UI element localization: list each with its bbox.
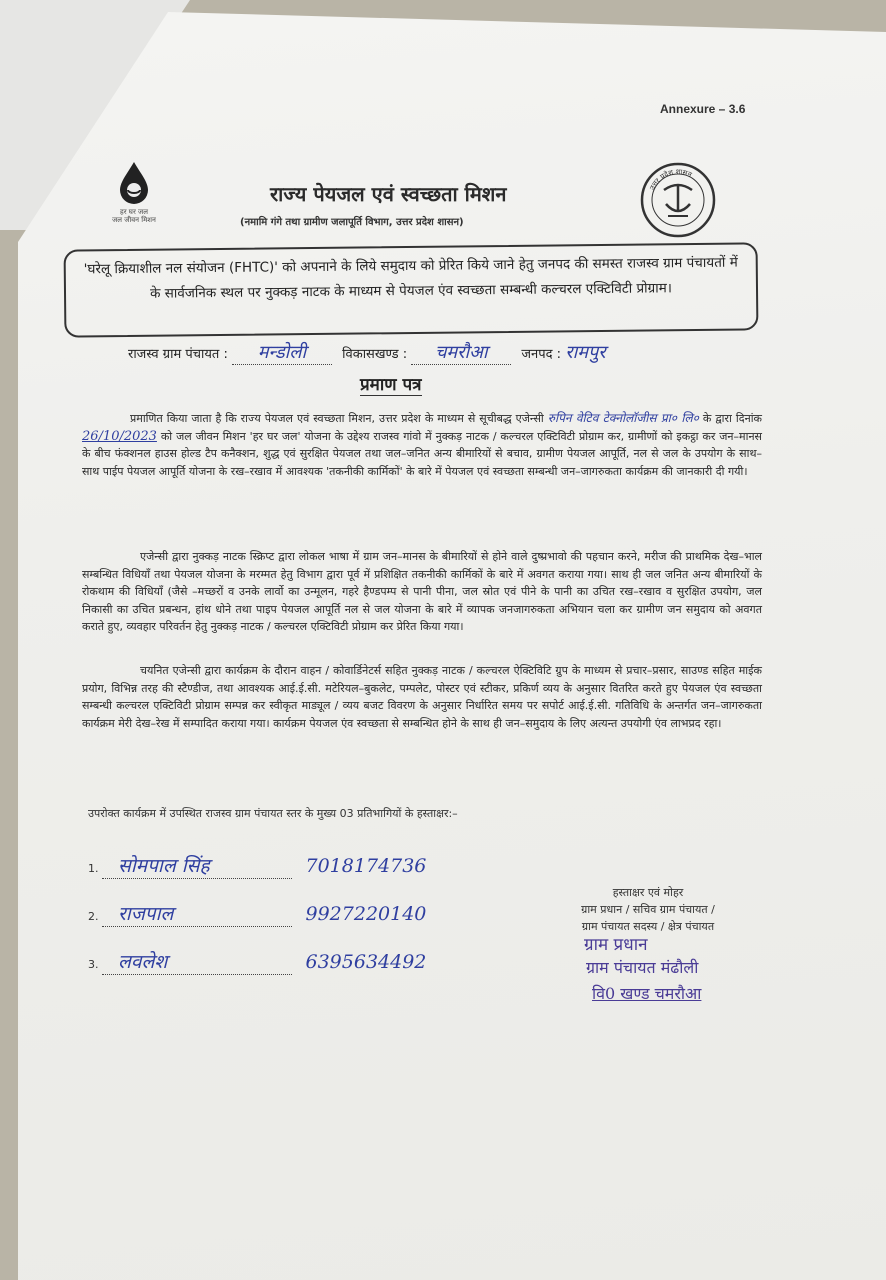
jal-jeevan-mission-logo	[103, 160, 165, 224]
para1-rest: को जल जीवन मिशन 'हर घर जल' योजना के उद्देश्य राजस्व गांवो में नुक्कड़ नाटक / कल्चरल एक्टिविटी प्रोग्राम कर, ग्रामीणों को इकट्ठा कर जन–मानस के बीच फंक्शनल हाउस होल्ड टैप कनैक्शन, शुद्ध एवं सुरक्षित पेयजल तथा जल–जनित अन्य बीमारियों से बचाव, ग्रामीण पेयजल आपूर्ति, नल से जल के उपयोग के साथ–साथ पाईप पेयजल आपूर्ति योजना के रख–रखाव में आवश्यक 'तकनीकी कार्मिकों' के बारे में पेयजल एवं स्वच्छता सम्बन्धी जन–जागरुकता कार्यक्रम की जानकारी दी गयी।	[82, 429, 762, 478]
stamp-line-1: ग्राम प्रधान	[584, 935, 648, 955]
signatory-number: 1.	[88, 862, 99, 875]
program-description-box	[64, 242, 759, 337]
block-label: विकासखण्ड :	[342, 347, 408, 362]
para1-prefix: प्रमाणित किया जाता है कि राज्य पेयजल एवं स्वच्छता मिशन, उत्तर प्रदेश के माध्यम से सूचीबद्ध एजेन्सी	[130, 412, 544, 425]
authority-block	[548, 884, 748, 935]
annexure-label: Annexure – 3.6	[660, 102, 746, 116]
signatory-row-1	[88, 852, 488, 879]
paragraph-3: चयनित एजेन्सी द्वारा कार्यक्रम के दौरान वाहन / कोवार्डिनेटर्स सहित नुक्कड़ नाटक / कल्चरल ऐक्टिविटि ग्रुप के माध्यम से प्रचार–प्रसार, साउण्ड सहित माईक प्रयोग, विभिन्न तरह की स्टैण्डीज, तथा आवश्यक आई.ई.सी. मटेरियल–बुकलेट, पम्पलेट, पोस्टर एवं स्टीकर, प्रकिर्ण व्यय के अनुसार वितरित करते हुए पेयजल एंव स्वच्छता सम्बन्धी कल्चरल एक्टिविटी प्रोग्राम सम्पन्न कर स्वीकृत माड्यूल / व्यय बजट विवरण के अनुसार निर्धारित समय पर सपोर्ट आई.ई.सी. गतिविधि के अन्तर्गत जन–जागरुकता कार्यक्रम मेरी देख–रेख में सम्पादित कराया गया। कार्यक्रम पेयजल एंव स्वच्छता से सम्बन्धित होने के साथ ही जन–समुदाय के लिए अत्यन्त उपयोगी एंव लाभप्रद रहा।	[82, 664, 762, 730]
signatory-number: 3.	[88, 958, 99, 971]
signature-intro: उपरोक्त कार्यक्रम में उपस्थित राजस्व ग्राम पंचायत स्तर के मुख्य 03 प्रतिभागियों के हस्ताक्षर:–	[88, 807, 458, 820]
signatory-name: लवलेश	[118, 951, 168, 973]
panchayat-value: मन्डोली	[257, 342, 307, 363]
authority-line-3: ग्राम पंचायत सदस्य / क्षेत्र पंचायत	[581, 920, 715, 933]
location-fields	[128, 340, 606, 365]
program-date: 26/10/2023	[82, 428, 157, 444]
paragraph-1	[82, 410, 762, 480]
page-subtitle: (नमामि गंगे तथा ग्रामीण जलापूर्ति विभाग, उत्तर प्रदेश शासन)	[240, 217, 464, 228]
signatory-name: सोमपाल सिंह	[118, 855, 210, 877]
signatory-row-2	[88, 900, 508, 927]
page-title: राज्य पेयजल एवं स्वच्छता मिशन	[270, 182, 507, 206]
logo-caption-1: हर घर जल	[120, 208, 148, 216]
program-description: 'घरेलू क्रियाशील नल संयोजन (FHTC)' को अपनाने के लिये समुदाय को प्रेरित किये जाने हेतु जनपद की समस्त राजस्व ग्राम पंचायतों में के सार्वजनिक स्थल पर नुक्कड़ नाटक के माध्यम से पेयजल एंव स्वच्छता सम्बन्धी कल्चरल एक्टिविटी प्रोग्राम।	[83, 254, 738, 302]
signatory-number: 2.	[88, 910, 99, 923]
emblem-caption: उत्तर प्रदेश शासन	[648, 167, 693, 192]
agency-name: रुपिन वेटिव टेक्नोलॉजीस प्रा० लि०	[547, 411, 699, 425]
authority-line-2: ग्राम प्रधान / सचिव ग्राम पंचायत /	[581, 903, 715, 916]
para1-date-prefix: के द्वारा दिनांक	[702, 412, 762, 425]
signatory-phone: 6395634492	[305, 951, 427, 973]
stamp-line-3: वि0 खण्ड चमरौआ	[592, 984, 702, 1003]
block-value: चमरौआ	[434, 342, 488, 363]
logo-caption-2: जल जीवन मिशन	[112, 216, 156, 224]
stamp-line-2: ग्राम पंचायत मंढौली	[586, 958, 699, 977]
district-label: जनपद :	[521, 347, 562, 362]
district-value: रामपुर	[565, 342, 606, 363]
certificate-heading: प्रमाण पत्र	[360, 372, 422, 396]
signatory-phone: 7018174736	[305, 855, 427, 877]
up-govt-emblem-icon	[638, 160, 718, 240]
authority-line-1: हस्ताक्षर एवं मोहर	[612, 886, 684, 899]
signatory-name: राजपाल	[118, 903, 174, 925]
paragraph-2: एजेन्सी द्वारा नुक्कड़ नाटक स्क्रिप्ट द्वारा लोकल भाषा में ग्राम जन–मानस के बीमारियों से होने वाले दुष्प्रभावो की पहचान करने, मरीज की प्राथमिक देख–भाल सम्बन्धित विधियाँ तथा पेयजल योजना के मरम्मत हेतु विभाग द्वारा पूर्व में प्रशिक्षित तकनीकी कार्मिकों के बारे में अवगत कराया गया। साथ ही जल जनित अन्य बीमारियों के रोकथाम की विधियाँ (जैसे –मच्छरों व उनके लार्वो का उन्मूलन, गहरे हैण्डपम्प से पानी पीना, जल स्रोत एवं पीने के पानी का उचित रख–रखाव व सुरक्षित उपयोग, जल निकासी का उचित प्रबन्धन, हांथ धोने तथा पाइप पेयजल आपूर्ति नल से जल योजना के बारे में व्यापक जनजागरुकता अभियान चला कर ग्रामीण जन समुदाय को अवगत कराते हुए, व्यवहार परिवर्तन हेतु नुक्कड़ नाटक / कल्चरल एक्टिविटी प्रोग्राम कर प्रेरित किया गया।	[82, 550, 762, 633]
signatory-row-3	[88, 948, 508, 975]
signatory-phone: 9927220140	[305, 903, 427, 925]
water-drop-icon	[117, 160, 151, 204]
panchayat-label: राजस्व ग्राम पंचायत :	[128, 347, 228, 362]
